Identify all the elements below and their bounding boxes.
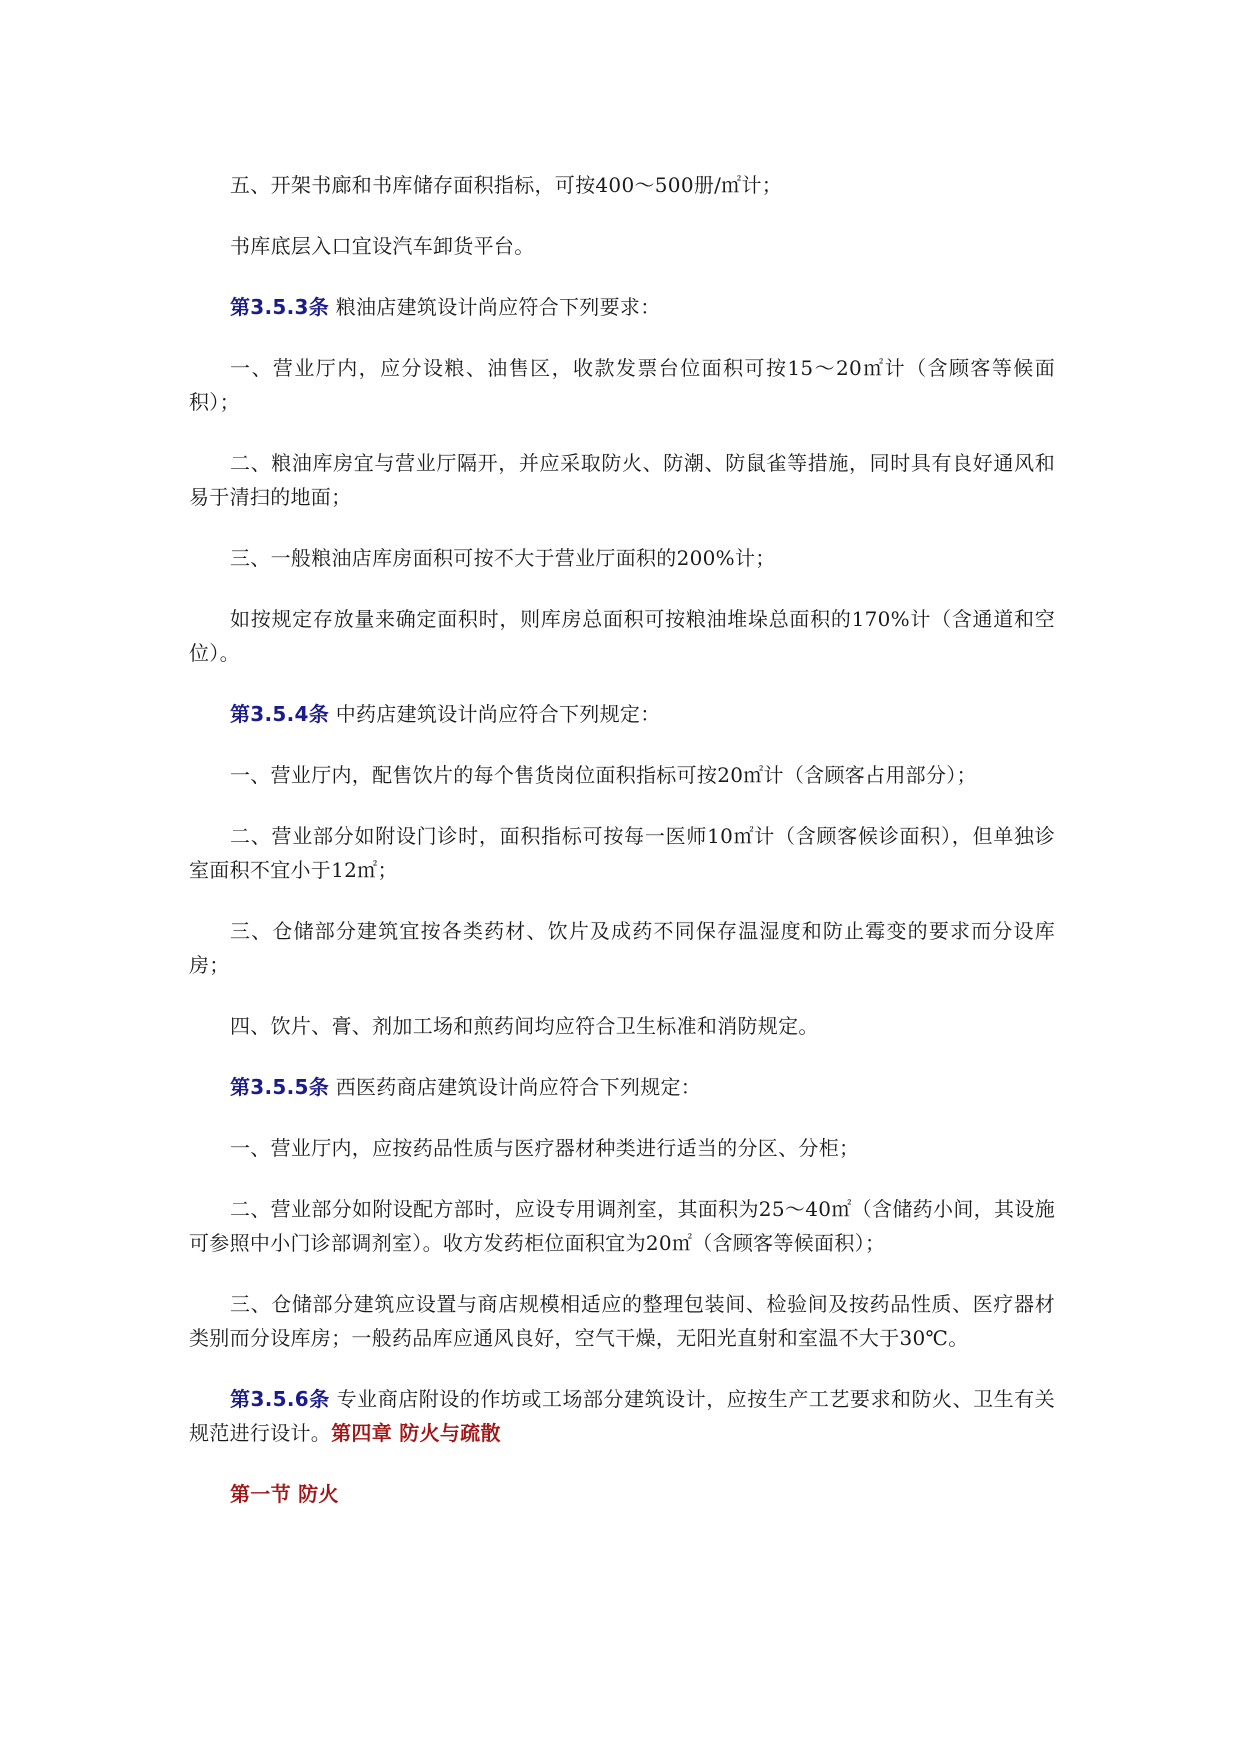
- article-number: 第3.5.5条: [230, 1075, 330, 1099]
- article-number: 第3.5.6条: [230, 1387, 330, 1411]
- paragraph: 三、一般粮油店库房面积可按不大于营业厅面积的200%计；: [230, 546, 776, 570]
- article-text: 西医药商店建筑设计尚应符合下列规定：: [329, 1075, 702, 1099]
- paragraph: 四、饮片、膏、剂加工场和煎药间均应符合卫生标准和消防规定。: [230, 1014, 819, 1038]
- article-3-5-5: [189, 1070, 1055, 1104]
- article-3-5-3: [189, 290, 1055, 324]
- article-3-5-6: [189, 1382, 1055, 1450]
- paragraph: 五、开架书廊和书库储存面积指标，可按400～500册/㎡计；: [230, 173, 783, 197]
- article-text: 中药店建筑设计尚应符合下列规定：: [329, 702, 661, 726]
- document-page: [189, 168, 1055, 1538]
- section-heading-wrap: [189, 1477, 1055, 1511]
- chapter-heading: 第四章 防火与疏散: [331, 1421, 501, 1445]
- paragraph: 如按规定存放量来确定面积时，则库房总面积可按粮油堆垛总面积的170%计（含通道和空位）。: [189, 607, 1055, 665]
- paragraph: 一、营业厅内，配售饮片的每个售货岗位面积指标可按20㎡计（含顾客占用部分）；: [230, 763, 977, 787]
- article-text: 粮油店建筑设计尚应符合下列要求：: [329, 295, 661, 319]
- article-number: 第3.5.4条: [230, 702, 330, 726]
- paragraph: 二、营业部分如附设配方部时，应设专用调剂室，其面积为25～40㎡（含储药小间，其设施可参照中小门诊部调剂室）。收方发药柜位面积宜为20㎡（含顾客等候面积）；: [189, 1197, 1055, 1255]
- article-number: 第3.5.3条: [230, 295, 330, 319]
- section-heading: 第一节 防火: [230, 1482, 339, 1506]
- paragraph: 三、仓储部分建筑宜按各类药材、饮片及成药不同保存温湿度和防止霉变的要求而分设库房；: [189, 919, 1055, 977]
- paragraph: 一、营业厅内，应分设粮、油售区，收款发票台位面积可按15～20㎡计（含顾客等候面积）；: [189, 356, 1055, 414]
- article-text: 专业商店附设的作坊或工场部分建筑设计，应按生产工艺要求和防火、卫生有关规范进行设计。: [189, 1387, 1055, 1445]
- paragraph: 三、仓储部分建筑应设置与商店规模相适应的整理包装间、检验间及按药品性质、医疗器材类别而分设库房；一般药品库应通风良好，空气干燥，无阳光直射和室温不大于30℃。: [189, 1292, 1055, 1350]
- paragraph: 书库底层入口宜设汽车卸货平台。: [230, 234, 535, 258]
- paragraph: 二、粮油库房宜与营业厅隔开，并应采取防火、防潮、防鼠雀等措施，同时具有良好通风和易于清扫的地面；: [189, 451, 1055, 509]
- paragraph: 二、营业部分如附设门诊时，面积指标可按每一医师10㎡计（含顾客候诊面积），但单独诊室面积不宜小于12㎡；: [189, 824, 1055, 882]
- article-3-5-4: [189, 697, 1055, 731]
- paragraph: 一、营业厅内，应按药品性质与医疗器材种类进行适当的分区、分柜；: [230, 1136, 860, 1160]
